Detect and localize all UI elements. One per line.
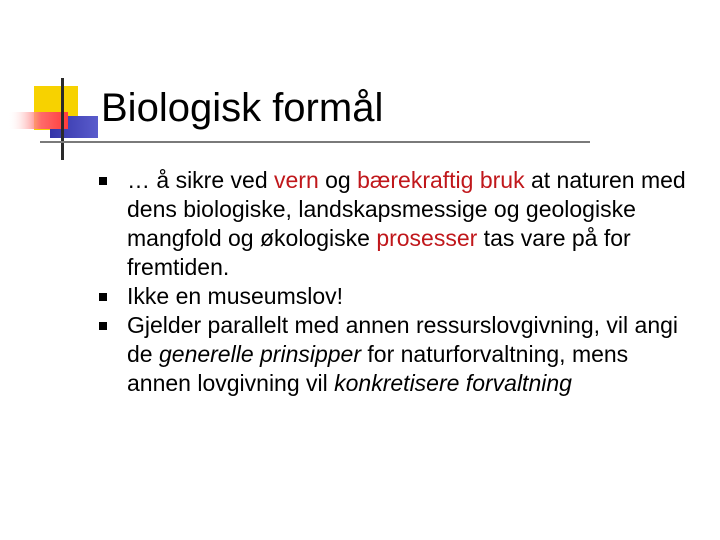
emphasis-text: konkretisere forvaltning <box>334 370 572 396</box>
bullet-text: og <box>318 167 358 193</box>
slide-title: Biologisk formål <box>101 86 384 130</box>
bullet-item <box>96 311 696 398</box>
bullet-list <box>96 166 696 398</box>
square-bullet-icon <box>99 293 107 301</box>
square-bullet-icon <box>99 177 107 185</box>
emphasis-text: generelle prinsipper <box>158 341 361 367</box>
bullet-item <box>96 166 696 282</box>
red-gradient-bar-shape <box>8 112 68 129</box>
highlight-text: bærekraftig bruk <box>357 167 525 193</box>
bullet-text: … å sikre ved <box>127 167 274 193</box>
square-bullet-icon <box>99 322 107 330</box>
bullet-text: Ikke en museumslov! <box>127 283 344 309</box>
bullet-item <box>96 282 696 311</box>
highlight-text: prosesser <box>376 225 478 251</box>
vertical-line-shape <box>61 78 64 160</box>
bullet-text: at naturen med dens biologiske, landskapsmessige og geologiske mangfold og økologiske <box>127 167 686 251</box>
bullet-text: Gjelder parallelt med annen ressurslovgivning, vil angi de <box>127 312 679 367</box>
title-underline <box>40 141 590 143</box>
highlight-text: vern <box>274 167 319 193</box>
bullet-text: for naturforvaltning, mens annen lovgivning vil <box>127 341 629 396</box>
bullet-text: tas vare på for fremtiden. <box>127 225 631 280</box>
